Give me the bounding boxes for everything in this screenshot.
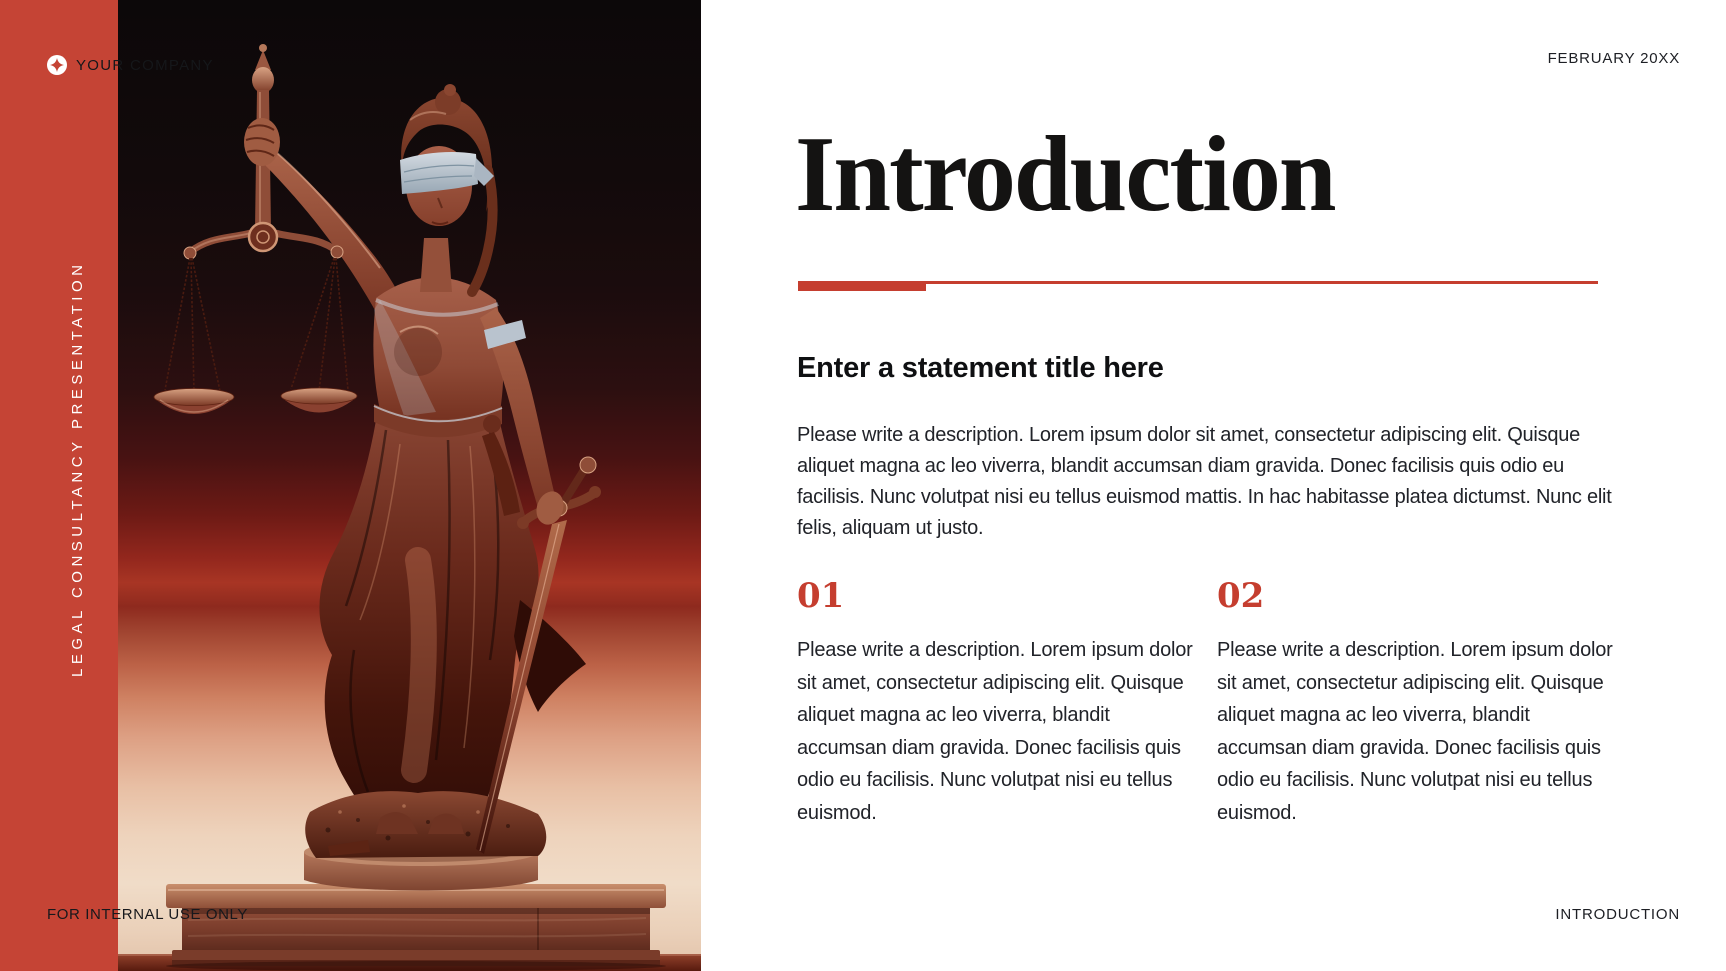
title-divider [798, 281, 1598, 291]
point-2-body[interactable]: Please write a description. Lorem ipsum dolor sit amet, consectetur adipiscing elit. Quisque aliquet magna ac leo viverra, blandit accumsan diam gravida. Donec facilisis quis odio eu facilisis. Nunc volutpat nisi eu tellus euismod. [1217, 639, 1613, 824]
point-1-number[interactable]: 01 [797, 576, 845, 616]
point-2-number[interactable]: 02 [1217, 576, 1265, 616]
statement-title[interactable]: Enter a statement title here [797, 352, 1164, 384]
footer-section-label[interactable]: INTRODUCTION [1555, 906, 1680, 923]
divider-thick-segment [798, 281, 926, 291]
lady-justice-illustration [118, 0, 701, 971]
point-1-body[interactable]: Please write a description. Lorem ipsum dolor sit amet, consectetur adipiscing elit. Quisque aliquet magna ac leo viverra, blandit accumsan diam gravida. Donec facilisis quis odio eu facilisis. Nunc volutpat nisi eu tellus euismod. [797, 639, 1193, 824]
page-title[interactable]: Introduction [795, 115, 1335, 234]
lady-justice-photo [118, 0, 701, 971]
point-2 [1217, 578, 1622, 829]
company-logo-icon[interactable] [47, 55, 67, 75]
brand[interactable] [47, 55, 214, 75]
point-1 [797, 578, 1202, 829]
statement-body[interactable]: Please write a description. Lorem ipsum dolor sit amet, consectetur adipiscing elit. Quisque aliquet magna ac leo viverra, blandit accumsan diam gravida. Donec facilisis quis odio eu facilisis. Nunc volutpat nisi eu tellus euismod mattis. In hac habitasse platea dictumst. Nunc elit felis, aliquam ut justo. [797, 424, 1612, 539]
company-name[interactable]: YOUR COMPANY [76, 56, 214, 74]
footer-confidentiality-label[interactable]: FOR INTERNAL USE ONLY [47, 906, 248, 923]
sidebar [0, 0, 118, 971]
sidebar-vertical-label[interactable]: LEGAL CONSULTANCY PRESENTATION [69, 260, 86, 677]
points-grid [797, 578, 1627, 829]
date-label[interactable]: FEBRUARY 20XX [1547, 50, 1680, 67]
